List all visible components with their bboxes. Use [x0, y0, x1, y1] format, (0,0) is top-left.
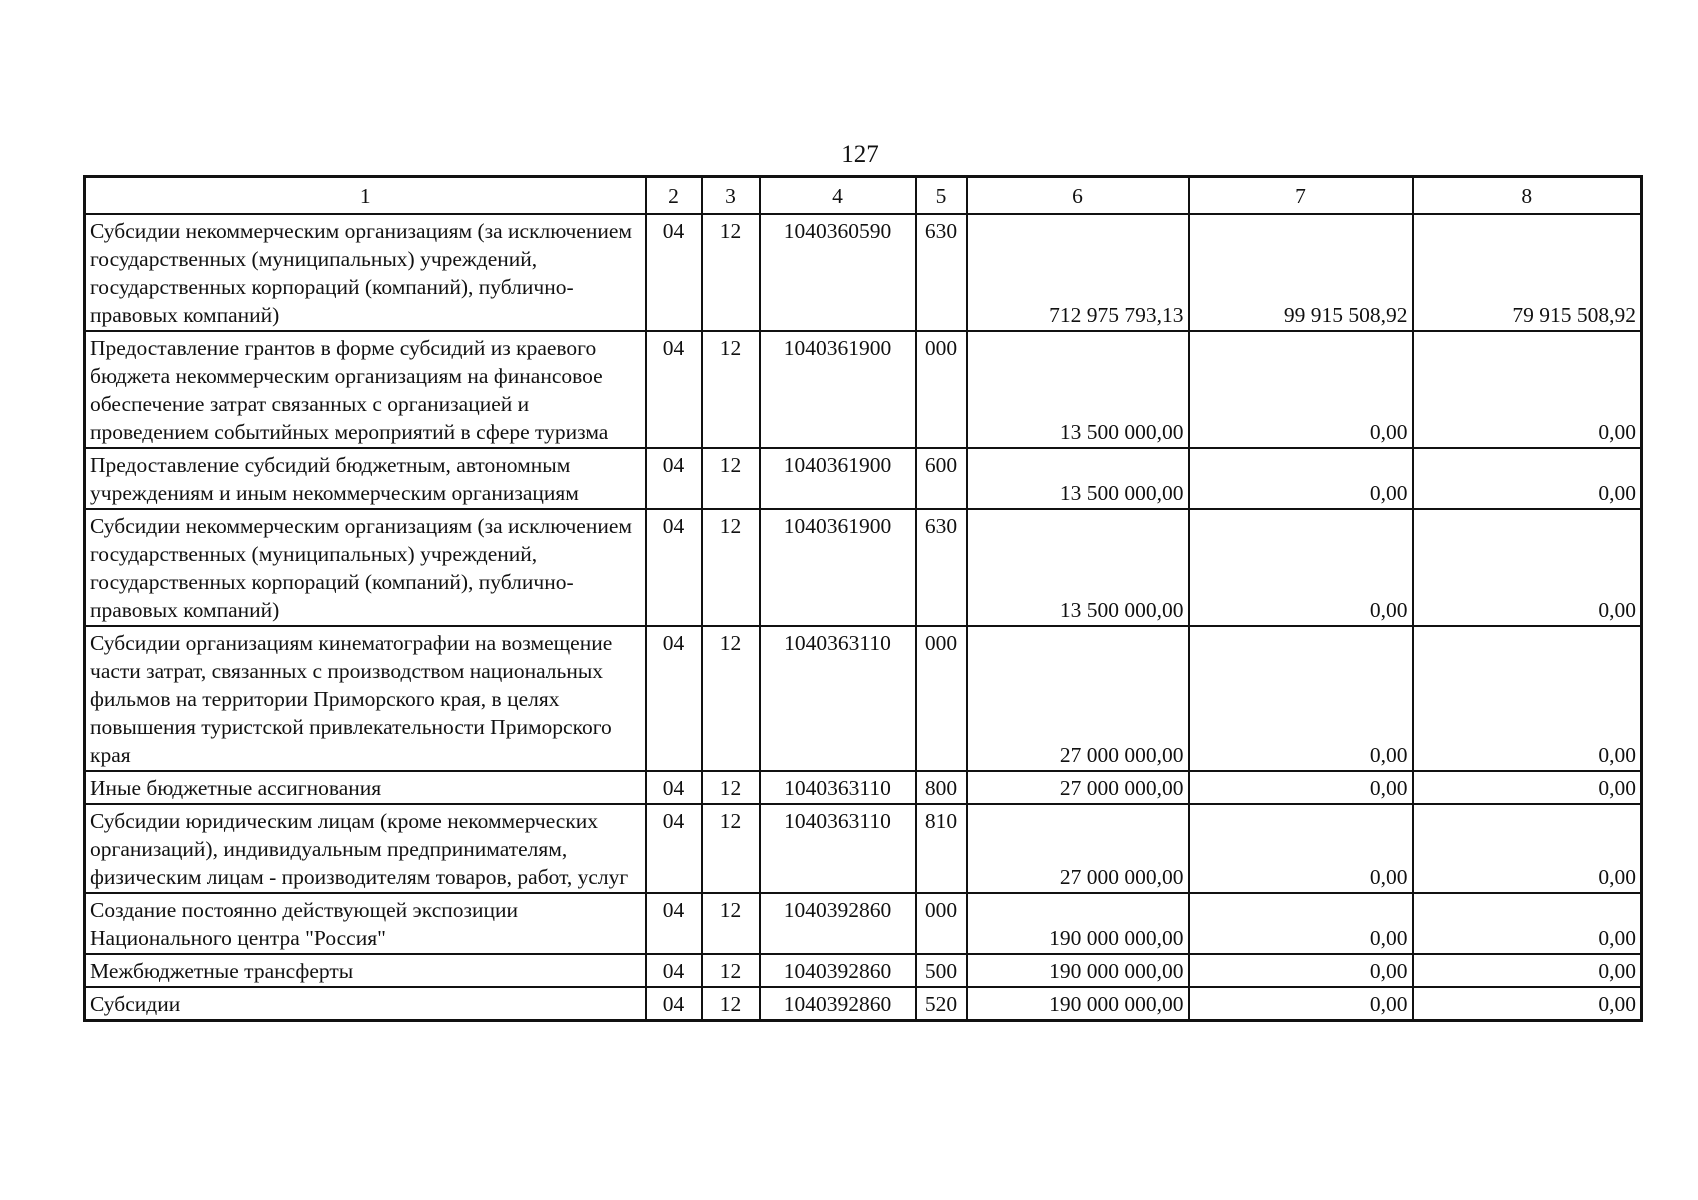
cell-name: Создание постоянно действующей экспозиции Национального центра "Россия"	[85, 893, 646, 954]
header-cell: 1	[85, 177, 646, 215]
header-cell: 2	[646, 177, 702, 215]
cell-section: 04	[646, 214, 702, 331]
table-row	[85, 893, 1642, 954]
cell-subsection: 12	[702, 987, 760, 1021]
header-cell: 6	[967, 177, 1189, 215]
cell-amount-col6: 190 000 000,00	[967, 954, 1189, 987]
cell-name: Субсидии	[85, 987, 646, 1021]
cell-target-article: 1040360590	[760, 214, 916, 331]
cell-subsection: 12	[702, 893, 760, 954]
cell-name: Предоставление субсидий бюджетным, автономным учреждениям и иным некоммерческим организациям	[85, 448, 646, 509]
cell-amount-col6: 13 500 000,00	[967, 448, 1189, 509]
cell-subsection: 12	[702, 448, 760, 509]
cell-subsection: 12	[702, 954, 760, 987]
cell-amount-col7: 0,00	[1189, 448, 1413, 509]
cell-section: 04	[646, 331, 702, 448]
cell-amount-col8: 0,00	[1413, 954, 1642, 987]
cell-target-article: 1040392860	[760, 954, 916, 987]
cell-section: 04	[646, 771, 702, 804]
cell-amount-col7: 0,00	[1189, 331, 1413, 448]
cell-section: 04	[646, 626, 702, 771]
cell-expense-type: 800	[916, 771, 967, 804]
cell-amount-col7: 0,00	[1189, 804, 1413, 893]
cell-amount-col7: 0,00	[1189, 987, 1413, 1021]
cell-target-article: 1040363110	[760, 626, 916, 771]
cell-amount-col6: 27 000 000,00	[967, 771, 1189, 804]
cell-name: Предоставление грантов в форме субсидий из краевого бюджета некоммерческим организациям на финансовое обеспечение затрат связанных с организацией и проведением событийных мероприятий в сфере туризма	[85, 331, 646, 448]
header-cell: 5	[916, 177, 967, 215]
cell-section: 04	[646, 509, 702, 626]
cell-name: Субсидии юридическим лицам (кроме некоммерческих организаций), индивидуальным предпринимателям, физическим лицам - производителям товаров, работ, услуг	[85, 804, 646, 893]
cell-amount-col6: 13 500 000,00	[967, 331, 1189, 448]
cell-expense-type: 000	[916, 331, 967, 448]
cell-amount-col8: 0,00	[1413, 626, 1642, 771]
table-row	[85, 987, 1642, 1021]
cell-subsection: 12	[702, 771, 760, 804]
table-row	[85, 448, 1642, 509]
cell-expense-type: 520	[916, 987, 967, 1021]
cell-expense-type: 630	[916, 214, 967, 331]
cell-amount-col8: 0,00	[1413, 331, 1642, 448]
budget-table	[83, 175, 1643, 1022]
cell-subsection: 12	[702, 331, 760, 448]
cell-amount-col6: 13 500 000,00	[967, 509, 1189, 626]
cell-section: 04	[646, 804, 702, 893]
cell-target-article: 1040363110	[760, 771, 916, 804]
cell-amount-col6: 27 000 000,00	[967, 804, 1189, 893]
cell-amount-col6: 712 975 793,13	[967, 214, 1189, 331]
cell-name: Субсидии некоммерческим организациям (за исключением государственных (муниципальных) учреждений, государственных корпораций (компаний), публично-правовых компаний)	[85, 214, 646, 331]
cell-amount-col7: 0,00	[1189, 626, 1413, 771]
cell-amount-col8: 0,00	[1413, 509, 1642, 626]
page-number: 127	[841, 141, 879, 168]
header-cell: 8	[1413, 177, 1642, 215]
cell-expense-type: 000	[916, 626, 967, 771]
cell-expense-type: 600	[916, 448, 967, 509]
cell-amount-col7: 0,00	[1189, 893, 1413, 954]
cell-expense-type: 630	[916, 509, 967, 626]
header-cell: 7	[1189, 177, 1413, 215]
cell-expense-type: 000	[916, 893, 967, 954]
cell-name: Иные бюджетные ассигнования	[85, 771, 646, 804]
cell-amount-col7: 99 915 508,92	[1189, 214, 1413, 331]
cell-subsection: 12	[702, 509, 760, 626]
cell-expense-type: 500	[916, 954, 967, 987]
cell-section: 04	[646, 987, 702, 1021]
cell-subsection: 12	[702, 214, 760, 331]
cell-amount-col7: 0,00	[1189, 954, 1413, 987]
cell-target-article: 1040361900	[760, 448, 916, 509]
cell-name: Субсидии некоммерческим организациям (за исключением государственных (муниципальных) учреждений, государственных корпораций (компаний), публично-правовых компаний)	[85, 509, 646, 626]
header-cell: 4	[760, 177, 916, 215]
table-row	[85, 771, 1642, 804]
cell-name: Межбюджетные трансферты	[85, 954, 646, 987]
cell-target-article: 1040361900	[760, 509, 916, 626]
cell-name: Субсидии организациям кинематографии на возмещение части затрат, связанных с производством национальных фильмов на территории Приморского края, в целях повышения туристской привлекательности Приморского края	[85, 626, 646, 771]
table-row	[85, 804, 1642, 893]
cell-amount-col7: 0,00	[1189, 509, 1413, 626]
table-row	[85, 331, 1642, 448]
cell-expense-type: 810	[916, 804, 967, 893]
cell-amount-col7: 0,00	[1189, 771, 1413, 804]
table-header-row	[85, 177, 1642, 215]
table-body	[85, 177, 1642, 1021]
cell-amount-col6: 190 000 000,00	[967, 987, 1189, 1021]
cell-amount-col8: 79 915 508,92	[1413, 214, 1642, 331]
cell-target-article: 1040392860	[760, 987, 916, 1021]
table-row	[85, 954, 1642, 987]
cell-target-article: 1040361900	[760, 331, 916, 448]
cell-amount-col8: 0,00	[1413, 987, 1642, 1021]
cell-section: 04	[646, 448, 702, 509]
table-row	[85, 626, 1642, 771]
cell-target-article: 1040392860	[760, 893, 916, 954]
cell-target-article: 1040363110	[760, 804, 916, 893]
cell-amount-col6: 190 000 000,00	[967, 893, 1189, 954]
cell-amount-col8: 0,00	[1413, 771, 1642, 804]
table-row	[85, 214, 1642, 331]
table-row	[85, 509, 1642, 626]
cell-amount-col8: 0,00	[1413, 448, 1642, 509]
cell-section: 04	[646, 954, 702, 987]
cell-amount-col8: 0,00	[1413, 893, 1642, 954]
cell-amount-col8: 0,00	[1413, 804, 1642, 893]
cell-amount-col6: 27 000 000,00	[967, 626, 1189, 771]
cell-section: 04	[646, 893, 702, 954]
cell-subsection: 12	[702, 626, 760, 771]
header-cell: 3	[702, 177, 760, 215]
cell-subsection: 12	[702, 804, 760, 893]
